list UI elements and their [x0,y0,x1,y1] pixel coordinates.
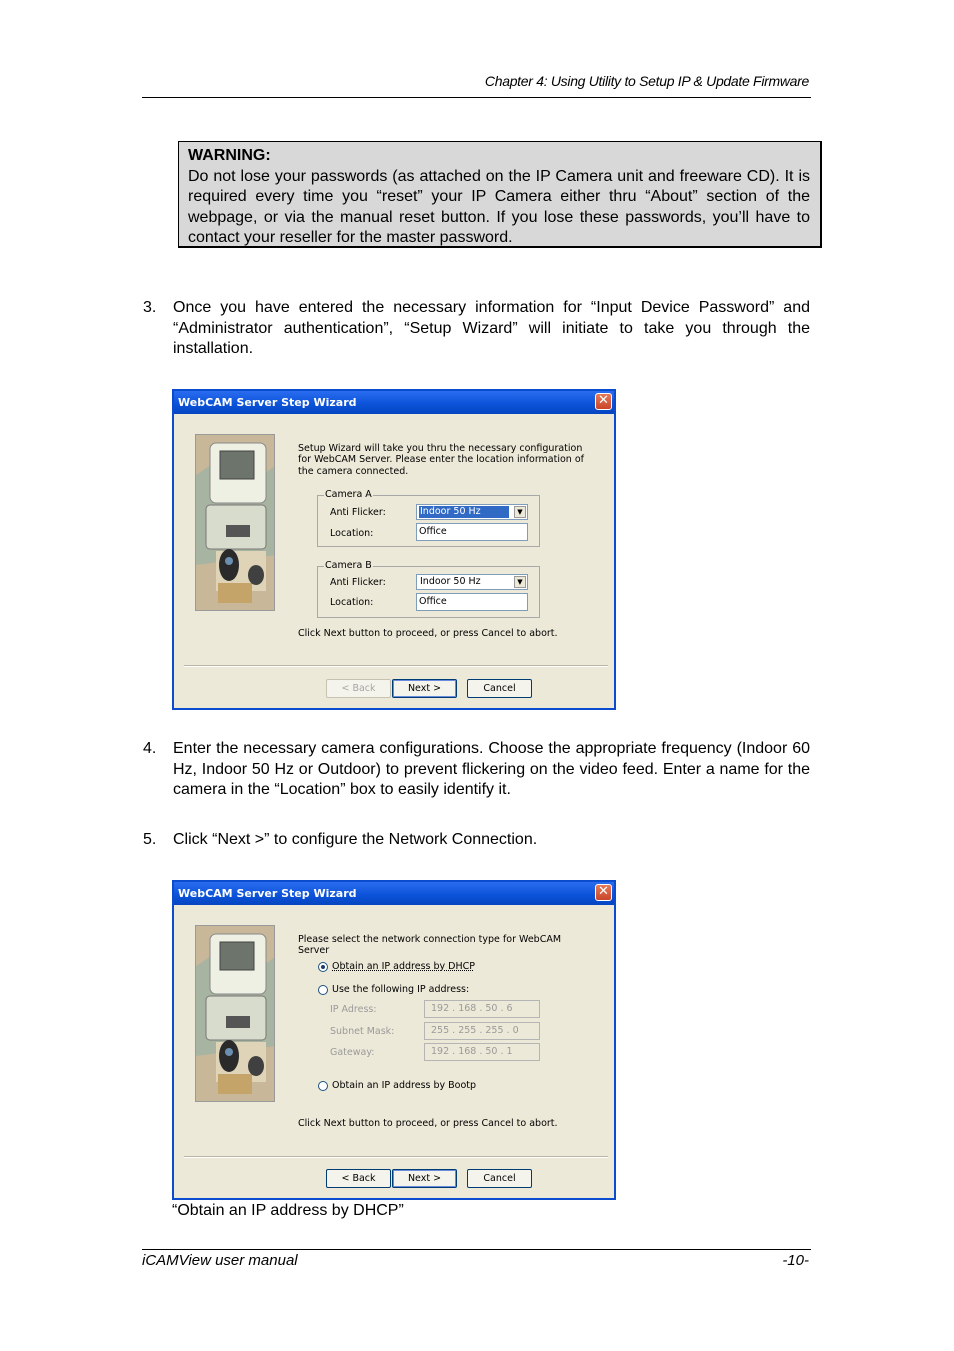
figure-caption: “Obtain an IP address by DHCP” [172,1202,404,1219]
dhcp-option-label[interactable]: Obtain an IP address by DHCP [332,961,475,972]
back-button[interactable]: < Back [326,679,391,698]
dialog-title: WebCAM Server Step Wizard [178,887,357,900]
step-number: 5. [143,831,157,848]
bootp-option-label[interactable]: Obtain an IP address by Bootp [332,1080,477,1091]
intro-line: Setup Wizard will take you thru the necessary configuration [298,443,583,454]
group-legend: Camera B [325,560,372,571]
intro-line: Please select the network connection type for WebCAM [298,934,562,945]
intro-line: Server [298,945,330,956]
gateway-field[interactable]: 192 . 168 . 50 . 1 [424,1043,540,1061]
wizard-dialog-camera [172,389,616,710]
camera-b-group [317,560,540,618]
step-number: 4. [143,740,157,757]
dialog-separator [184,665,608,667]
anti-flicker-select[interactable] [416,574,528,590]
static-ip-radio[interactable] [318,985,328,995]
group-legend: Camera A [325,489,372,500]
next-button[interactable]: Next > [392,679,457,698]
subnet-mask-field[interactable]: 255 . 255 . 255 . 0 [424,1022,540,1040]
camera-product-image [195,434,275,611]
step-text: Once you have entered the necessary information for “Input Device Password” and “Administrator authentication”, “Setup Wizard” will initiate to take you through the installation. [173,299,810,357]
warning-box [178,141,822,248]
dialog-titlebar [174,882,614,905]
step-number: 3. [143,299,157,316]
chevron-down-icon[interactable]: ▼ [514,506,526,518]
intro-line: for WebCAM Server. Please enter the location information of [298,454,585,465]
step-text: Enter the necessary camera configurations. Choose the appropriate frequency (Indoor 60 Hz, Indoor 50 Hz or Outdoor) to prevent flickering on the video feed. Enter a name for the camera in the “Location” box to easily identify it. [173,740,810,798]
location-label: Location: [330,528,374,539]
close-icon[interactable]: ✕ [595,884,612,901]
gateway-label: Gateway: [330,1047,375,1058]
anti-flicker-label: Anti Flicker: [330,577,386,588]
camera-product-image [195,925,275,1102]
footer-instruction: Click Next button to proceed, or press Cancel to abort. [298,628,558,639]
selected-value: Indoor 50 Hz [420,576,481,587]
warning-body: Do not lose your passwords (as attached on the IP Camera unit and freeware CD). It is required every time you “reset” your IP Camera either thru “About” section of the webpage, or via the manual reset button. If you lose these passwords, you’ll have to contact your reseller for the master password. [188,167,810,246]
selected-value: Indoor 50 Hz [419,506,509,518]
bootp-radio[interactable] [318,1081,328,1091]
intro-line: the camera connected. [298,466,409,477]
footer-instruction: Click Next button to proceed, or press Cancel to abort. [298,1118,558,1129]
ip-address-field[interactable]: 192 . 168 . 50 . 6 [424,1000,540,1018]
location-input[interactable]: Office [416,593,528,611]
step-text: Click “Next >” to configure the Network Connection. [173,831,538,848]
static-ip-option-label[interactable]: Use the following IP address: [332,984,470,995]
location-label: Location: [330,597,374,608]
footer-rule [142,1249,811,1250]
header-rule [142,97,811,98]
close-icon[interactable]: ✕ [595,393,612,410]
dialog-titlebar [174,391,614,414]
next-button[interactable]: Next > [392,1169,457,1188]
subnet-mask-label: Subnet Mask: [330,1026,395,1037]
wizard-dialog-network [172,880,616,1200]
cancel-button[interactable]: Cancel [467,1169,532,1188]
chevron-down-icon[interactable]: ▼ [514,576,526,588]
dhcp-radio[interactable] [318,962,328,972]
manual-name: iCAMView user manual [142,1252,298,1269]
warning-title: WARNING: [188,147,271,164]
page-number: -10- [782,1252,809,1269]
back-button[interactable]: < Back [326,1169,391,1188]
dialog-title: WebCAM Server Step Wizard [178,396,357,409]
anti-flicker-label: Anti Flicker: [330,507,386,518]
running-header: Chapter 4: Using Utility to Setup IP & Update Firmware [484,73,809,89]
location-input[interactable]: Office [416,523,528,541]
dialog-separator [184,1156,608,1158]
camera-a-group [317,489,540,547]
cancel-button[interactable]: Cancel [467,679,532,698]
ip-address-label: IP Adress: [330,1004,377,1015]
anti-flicker-select[interactable] [416,504,528,520]
